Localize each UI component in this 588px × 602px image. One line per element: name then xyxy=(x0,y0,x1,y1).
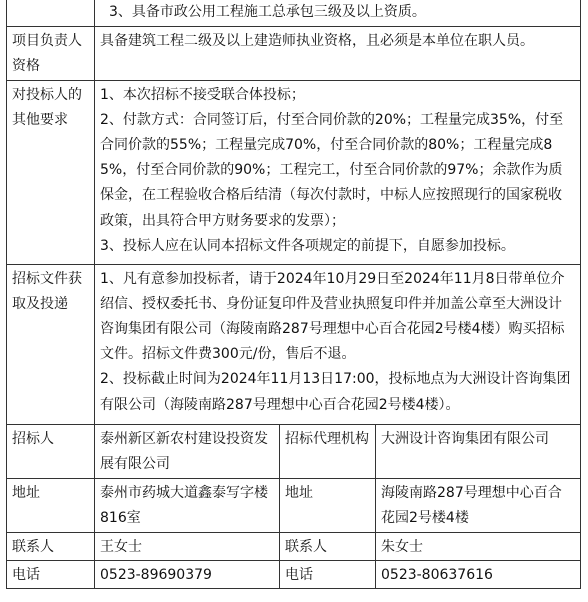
bid-documents-content xyxy=(95,264,581,424)
project-manager-text: 具备建筑工程二级及以上建造师执业资格，且必须是本单位在职人员。 xyxy=(95,26,581,80)
address-row xyxy=(7,478,581,532)
agency-phone-value: 0523-80637616 xyxy=(376,560,581,588)
agency-address-label: 地址 xyxy=(280,478,376,532)
tender-notice-table xyxy=(6,0,581,589)
contact-person-row xyxy=(7,532,581,560)
agency-value: 大洲设计咨询集团有限公司 xyxy=(376,424,581,478)
tenderer-label: 招标人 xyxy=(7,424,95,478)
qualification-text-cell xyxy=(95,0,581,26)
other-requirements-content xyxy=(95,80,581,264)
agency-address-value: 海陵南路287号理想中心百合花园2号楼4楼 xyxy=(376,478,581,532)
tenderer-phone-label: 电话 xyxy=(7,560,95,588)
tenderer-row xyxy=(7,424,581,478)
tenderer-contact-label: 联系人 xyxy=(7,532,95,560)
bid-documents-label: 招标文件获取及投递 xyxy=(7,264,95,424)
bid-documents-item-2: 2、投标截止时间为2024年11月13日17:00，投标地点为大洲设计咨询集团有限公司（海陵南路287号理想中心百合花园2号楼4楼）。 xyxy=(100,371,571,413)
qualification-label-cell xyxy=(7,0,95,26)
bid-documents-item-1: 1、凡有意参加投标者，请于2024年10月29日至2024年11月8日带单位介绍信、授权委托书、身份证复印件及营业执照复印件并加盖公章至大洲设计咨询集团有限公司（海陵南路287号理想中心百合花园2号楼4楼）购买招标文件。招标文件费300元/份，售后不退。 xyxy=(100,270,565,363)
requirement-item-2: 2、付款方式：合同签订后，付至合同价款的20%；工程量完成35%，付至合同价款的55%；工程量完成70%，付至合同价款的80%；工程量完成85%，付至合同价款的90%；工程完工，付至合同价款的97%；余款作为质保金，在工程验收合格后结清（每次付款时，中标人应按照现行的国家税收政策，出具符合甲方财务要求的发票）； xyxy=(100,111,564,229)
tenderer-address-label: 地址 xyxy=(7,478,95,532)
requirement-item-3: 3、投标人应在认同本招标文件各项规定的前提下，自愿参加投标。 xyxy=(100,237,515,254)
tenderer-value: 泰州新区新农村建设投资发展有限公司 xyxy=(95,424,280,478)
tenderer-address-value: 泰州市药城大道鑫泰写字楼816室 xyxy=(95,478,280,532)
qualification-tail-text: 3、具备市政公用工程施工总承包三级及以上资质。 xyxy=(109,4,426,20)
other-requirements-row xyxy=(7,80,581,264)
tenderer-contact-value: 王女士 xyxy=(95,532,280,560)
agency-label: 招标代理机构 xyxy=(280,424,376,478)
tenderer-phone-value: 0523-89690379 xyxy=(95,560,280,588)
project-manager-row xyxy=(7,26,581,80)
agency-contact-value: 朱女士 xyxy=(376,532,581,560)
bid-documents-row xyxy=(7,264,581,424)
project-manager-label: 项目负责人资格 xyxy=(7,26,95,80)
agency-phone-label: 电话 xyxy=(280,560,376,588)
qualification-row xyxy=(7,0,581,26)
requirement-item-1: 1、本次招标不接受联合体投标； xyxy=(100,86,305,103)
other-requirements-label: 对投标人的其他要求 xyxy=(7,80,95,264)
agency-contact-label: 联系人 xyxy=(280,532,376,560)
phone-row xyxy=(7,560,581,588)
